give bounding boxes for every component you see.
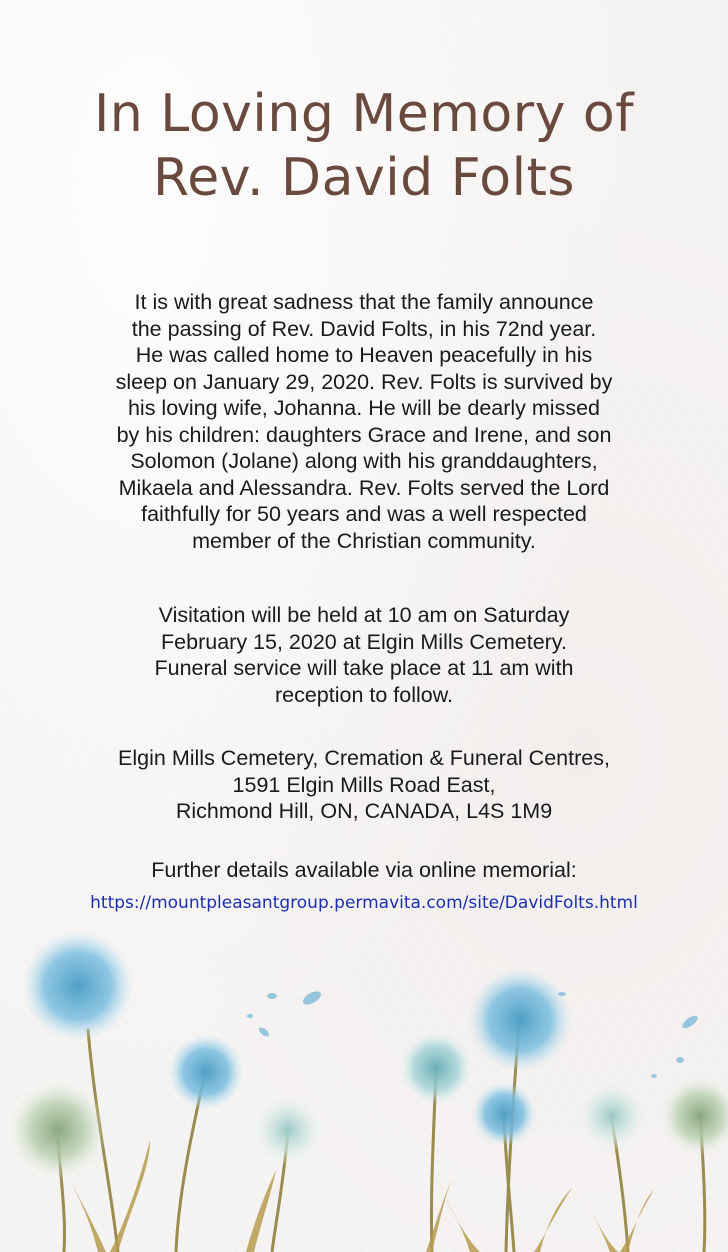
address-line: Richmond Hill, ON, CANADA, L4S 1M9 [175, 799, 553, 823]
announcement-line: faithfully for 50 years and was a well respected [141, 502, 587, 526]
visitation-line: Visitation will be held at 10 am on Saturday [158, 603, 570, 627]
announcement-line: his loving wife, Johanna. He will be dearly missed [127, 396, 601, 420]
address-line: Elgin Mills Cemetery, Cremation & Funeral Centres, [118, 746, 610, 770]
dandelion-flowers-icon [0, 920, 728, 1252]
visitation-line: reception to follow. [274, 682, 454, 707]
announcement-line: He was called home to Heaven peacefully in his [135, 343, 593, 367]
announcement-line: sleep on January 29, 2020. Rev. Folts is survived by [115, 369, 613, 394]
announcement-line: member of the Christian community. [192, 528, 536, 553]
leaves [70, 1140, 654, 1252]
address-block [40, 745, 688, 825]
details-label-text: Further details available via online memorial: [151, 858, 577, 882]
page-title [0, 82, 728, 210]
announcement-paragraph [40, 289, 688, 554]
announcement-line: the passing of Rev. David Folts, in his 72nd year. [131, 316, 597, 341]
address-line: 1591 Elgin Mills Road East, [232, 772, 496, 797]
title-line-1: In Loving Memory of [93, 84, 635, 144]
details-label [40, 857, 688, 884]
announcement-line: by his children: daughters Grace and Irene, and son [116, 422, 612, 447]
visitation-line: February 15, 2020 at Elgin Mills Cemetery. [161, 629, 567, 654]
announcement-line: Solomon (Jolane) along with his granddaughters, [130, 449, 598, 473]
title-line-2: Rev. David Folts [152, 148, 576, 208]
announcement-line: It is with great sadness that the family announce [134, 290, 594, 314]
online-memorial-link[interactable]: https://mountpleasantgroup.permavita.com/site/DavidFolts.html [90, 893, 638, 913]
flower-heads [8, 930, 728, 1180]
announcement-line: Mikaela and Alessandra. Rev. Folts served the Lord [118, 475, 610, 500]
visitation-paragraph [40, 602, 688, 708]
visitation-line: Funeral service will take place at 11 am with [154, 656, 574, 680]
